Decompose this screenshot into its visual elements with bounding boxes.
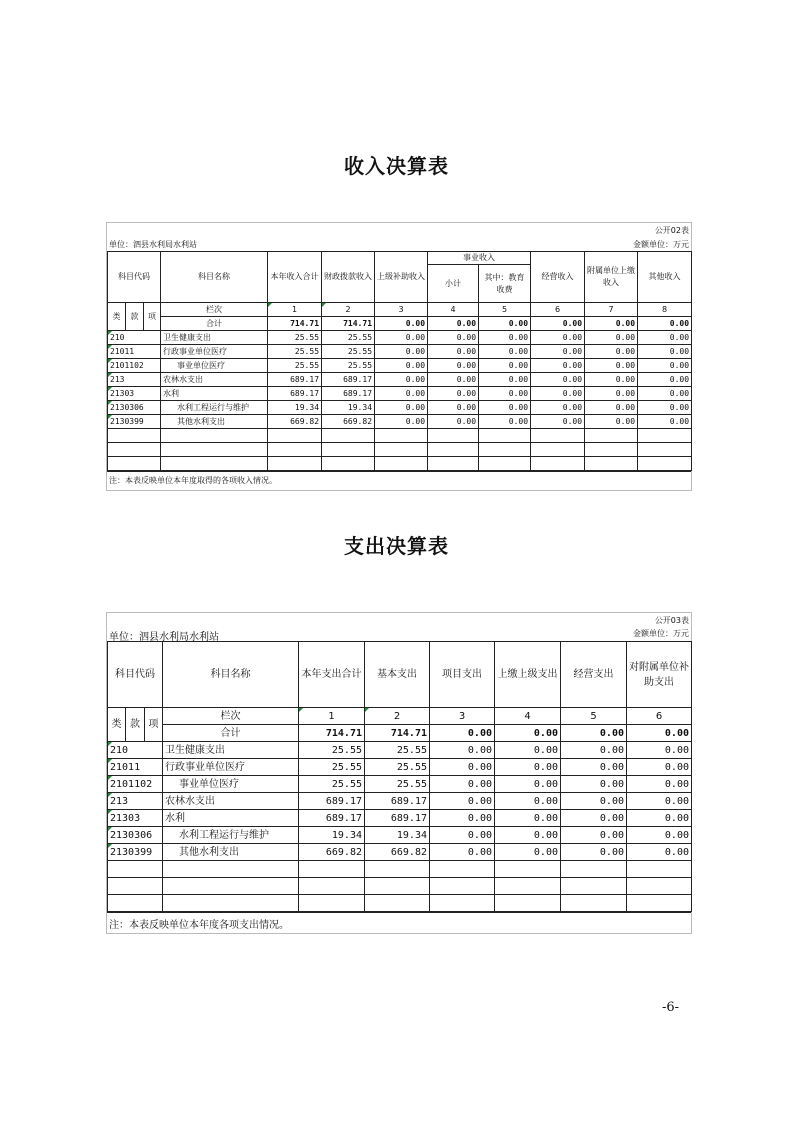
row-value: 0.00 xyxy=(479,331,531,345)
income-h-name: 科目名称 xyxy=(161,252,268,303)
table-row xyxy=(108,401,692,415)
row-code: 213 xyxy=(108,373,161,387)
row-value: 0.00 xyxy=(479,359,531,373)
income-table xyxy=(107,251,692,471)
expense-note: 注：本表反映单位本年度各项支出情况。 xyxy=(107,912,691,933)
expense-h-xiang: 项 xyxy=(145,708,163,742)
row-name: 事业单位医疗 xyxy=(163,776,299,793)
income-form-no: 公开02表 xyxy=(654,226,689,235)
row-name: 卫生健康支出 xyxy=(163,742,299,759)
row-value: 25.55 xyxy=(365,742,430,759)
table-row xyxy=(108,742,692,759)
row-value: 0.00 xyxy=(638,387,692,401)
expense-h-code: 科目代码 xyxy=(108,642,163,708)
row-value: 0.00 xyxy=(375,401,428,415)
income-total-cell: 714.71 xyxy=(322,317,375,331)
income-total-cell: 0.00 xyxy=(428,317,479,331)
expense-colno: 1 xyxy=(299,708,365,725)
row-value: 25.55 xyxy=(299,742,365,759)
income-total-cell: 0.00 xyxy=(375,317,428,331)
row-name: 农林水支出 xyxy=(163,793,299,810)
income-total-cell: 714.71 xyxy=(268,317,322,331)
income-colno: 6 xyxy=(531,303,585,317)
row-value: 0.00 xyxy=(638,359,692,373)
table-row xyxy=(108,810,692,827)
row-code: 21303 xyxy=(108,387,161,401)
row-value: 0.00 xyxy=(430,759,495,776)
page-number: -6- xyxy=(662,1000,680,1015)
income-h-business: 经营收入 xyxy=(531,252,585,303)
expense-h-name: 科目名称 xyxy=(163,642,299,708)
expense-empty-row xyxy=(108,861,692,878)
row-name: 卫生健康支出 xyxy=(161,331,268,345)
row-value: 0.00 xyxy=(495,759,561,776)
income-empty-row xyxy=(108,429,692,443)
row-value: 0.00 xyxy=(375,331,428,345)
expense-title: 支出决算表 xyxy=(344,534,449,558)
row-value: 19.34 xyxy=(365,827,430,844)
row-value: 0.00 xyxy=(495,776,561,793)
row-value: 0.00 xyxy=(627,742,692,759)
expense-total-cell: 0.00 xyxy=(561,725,627,742)
income-h-code: 科目代码 xyxy=(108,252,161,303)
row-code: 2101102 xyxy=(108,776,163,793)
row-value: 25.55 xyxy=(365,759,430,776)
table-row xyxy=(108,844,692,861)
row-value: 0.00 xyxy=(430,776,495,793)
table-row xyxy=(108,345,692,359)
income-sheet xyxy=(106,222,692,491)
row-value: 689.17 xyxy=(322,387,375,401)
table-row xyxy=(108,359,692,373)
row-value: 19.34 xyxy=(322,401,375,415)
row-value: 0.00 xyxy=(428,401,479,415)
row-value: 689.17 xyxy=(365,793,430,810)
row-value: 0.00 xyxy=(430,844,495,861)
row-value: 0.00 xyxy=(627,827,692,844)
expense-total-label: 合计 xyxy=(163,725,299,742)
expense-colno: 4 xyxy=(495,708,561,725)
row-value: 25.55 xyxy=(322,359,375,373)
income-h-kuan: 款 xyxy=(126,303,144,331)
row-value: 689.17 xyxy=(268,373,322,387)
income-colno: 3 xyxy=(375,303,428,317)
row-value: 0.00 xyxy=(375,387,428,401)
row-value: 0.00 xyxy=(561,810,627,827)
row-value: 25.55 xyxy=(268,359,322,373)
row-value: 0.00 xyxy=(531,331,585,345)
row-value: 0.00 xyxy=(638,401,692,415)
row-name: 水利工程运行与维护 xyxy=(161,401,268,415)
income-h-lei: 类 xyxy=(108,303,126,331)
row-value: 25.55 xyxy=(322,345,375,359)
row-value: 0.00 xyxy=(531,345,585,359)
row-value: 0.00 xyxy=(495,742,561,759)
expense-h-kuan: 款 xyxy=(126,708,145,742)
income-h-affiliate: 附属单位上缴收入 xyxy=(585,252,638,303)
row-value: 689.17 xyxy=(299,810,365,827)
row-value: 19.34 xyxy=(268,401,322,415)
income-total-cell: 0.00 xyxy=(638,317,692,331)
row-value: 0.00 xyxy=(585,345,638,359)
row-value: 0.00 xyxy=(479,401,531,415)
row-code: 2130306 xyxy=(108,827,163,844)
row-value: 0.00 xyxy=(375,373,428,387)
expense-h-affiliate: 对附属单位补助支出 xyxy=(627,642,692,708)
income-h-subtotal: 小计 xyxy=(428,265,479,303)
row-value: 0.00 xyxy=(627,810,692,827)
row-value: 0.00 xyxy=(375,415,428,429)
income-money-unit: 金额单位：万元 xyxy=(633,240,689,249)
row-value: 689.17 xyxy=(322,373,375,387)
income-colno: 4 xyxy=(428,303,479,317)
expense-sheet xyxy=(106,612,692,934)
income-colno: 5 xyxy=(479,303,531,317)
row-value: 0.00 xyxy=(495,827,561,844)
income-unit: 单位：泗县水利局水利站 xyxy=(109,240,197,249)
row-value: 0.00 xyxy=(479,373,531,387)
income-h-total: 本年收入合计 xyxy=(268,252,322,303)
row-name: 行政事业单位医疗 xyxy=(163,759,299,776)
row-value: 0.00 xyxy=(627,793,692,810)
row-value: 0.00 xyxy=(479,415,531,429)
income-total-cell: 0.00 xyxy=(585,317,638,331)
table-row xyxy=(108,827,692,844)
income-empty-row xyxy=(108,457,692,471)
expense-colno: 5 xyxy=(561,708,627,725)
expense-empty-row xyxy=(108,878,692,895)
row-value: 0.00 xyxy=(585,373,638,387)
row-value: 0.00 xyxy=(430,793,495,810)
income-colno: 2 xyxy=(322,303,375,317)
income-body xyxy=(108,331,692,429)
row-value: 0.00 xyxy=(627,759,692,776)
income-meta xyxy=(107,223,691,237)
row-value: 25.55 xyxy=(322,331,375,345)
income-h-xiang: 项 xyxy=(144,303,161,331)
row-name: 其他水利支出 xyxy=(161,415,268,429)
row-value: 0.00 xyxy=(638,331,692,345)
income-title: 收入决算表 xyxy=(344,154,449,178)
row-value: 0.00 xyxy=(627,844,692,861)
income-empty-row xyxy=(108,443,692,457)
income-h-edu: 其中：教育收费 xyxy=(479,265,531,303)
income-colno: 7 xyxy=(585,303,638,317)
row-value: 669.82 xyxy=(299,844,365,861)
row-code: 21011 xyxy=(108,345,161,359)
row-value: 669.82 xyxy=(365,844,430,861)
row-value: 0.00 xyxy=(585,415,638,429)
row-value: 0.00 xyxy=(375,345,428,359)
row-value: 0.00 xyxy=(428,345,479,359)
row-value: 0.00 xyxy=(495,793,561,810)
row-value: 0.00 xyxy=(428,415,479,429)
row-value: 0.00 xyxy=(428,359,479,373)
row-value: 0.00 xyxy=(531,359,585,373)
row-code: 2130399 xyxy=(108,415,161,429)
row-name: 水利 xyxy=(163,810,299,827)
income-note: 注：本表反映单位本年度取得的各项收入情况。 xyxy=(107,471,691,490)
expense-colno: 6 xyxy=(627,708,692,725)
table-row xyxy=(108,776,692,793)
table-row xyxy=(108,387,692,401)
row-value: 25.55 xyxy=(299,776,365,793)
expense-body xyxy=(108,742,692,861)
income-total-cell: 0.00 xyxy=(479,317,531,331)
row-name: 农林水支出 xyxy=(161,373,268,387)
row-value: 0.00 xyxy=(531,415,585,429)
row-value: 669.82 xyxy=(322,415,375,429)
row-value: 689.17 xyxy=(365,810,430,827)
expense-colno: 2 xyxy=(365,708,430,725)
row-value: 689.17 xyxy=(268,387,322,401)
row-code: 2101102 xyxy=(108,359,161,373)
expense-money-unit: 金额单位：万元 xyxy=(633,629,689,638)
expense-meta xyxy=(107,613,691,627)
row-value: 0.00 xyxy=(561,844,627,861)
table-row xyxy=(108,373,692,387)
income-total-cell: 0.00 xyxy=(531,317,585,331)
row-name: 水利工程运行与维护 xyxy=(163,827,299,844)
expense-h-total: 本年支出合计 xyxy=(299,642,365,708)
expense-h-business: 经营支出 xyxy=(561,642,627,708)
expense-table xyxy=(107,641,692,912)
income-h-career: 事业收入 xyxy=(428,252,531,265)
row-value: 0.00 xyxy=(638,373,692,387)
expense-total-cell: 0.00 xyxy=(430,725,495,742)
row-value: 0.00 xyxy=(531,401,585,415)
table-row xyxy=(108,415,692,429)
row-code: 2130399 xyxy=(108,844,163,861)
row-value: 19.34 xyxy=(299,827,365,844)
row-value: 0.00 xyxy=(531,387,585,401)
expense-total-cell: 714.71 xyxy=(365,725,430,742)
row-value: 0.00 xyxy=(428,373,479,387)
expense-h-basic: 基本支出 xyxy=(365,642,430,708)
row-value: 669.82 xyxy=(268,415,322,429)
expense-h-up: 上缴上级支出 xyxy=(495,642,561,708)
row-value: 0.00 xyxy=(375,359,428,373)
row-value: 0.00 xyxy=(638,415,692,429)
expense-total-cell: 714.71 xyxy=(299,725,365,742)
row-value: 0.00 xyxy=(495,844,561,861)
expense-unit: 单位：泗县水利局水利站 xyxy=(109,632,219,643)
income-h-other: 其他收入 xyxy=(638,252,692,303)
expense-h-lei: 类 xyxy=(108,708,126,742)
table-row xyxy=(108,331,692,345)
expense-total-cell: 0.00 xyxy=(627,725,692,742)
row-name: 水利 xyxy=(161,387,268,401)
row-value: 0.00 xyxy=(561,776,627,793)
row-code: 210 xyxy=(108,331,161,345)
row-value: 0.00 xyxy=(585,401,638,415)
income-h-superior: 上级补助收入 xyxy=(375,252,428,303)
row-value: 689.17 xyxy=(299,793,365,810)
row-value: 0.00 xyxy=(531,373,585,387)
row-value: 0.00 xyxy=(495,810,561,827)
row-code: 2130306 xyxy=(108,401,161,415)
row-value: 0.00 xyxy=(561,793,627,810)
row-code: 21303 xyxy=(108,810,163,827)
row-code: 21011 xyxy=(108,759,163,776)
row-name: 事业单位医疗 xyxy=(161,359,268,373)
row-value: 0.00 xyxy=(585,359,638,373)
income-unit-row xyxy=(107,237,691,251)
row-value: 25.55 xyxy=(268,331,322,345)
row-name: 行政事业单位医疗 xyxy=(161,345,268,359)
row-value: 0.00 xyxy=(479,345,531,359)
expense-empty-row xyxy=(108,895,692,912)
row-value: 0.00 xyxy=(561,742,627,759)
row-value: 25.55 xyxy=(268,345,322,359)
income-colno: 1 xyxy=(268,303,322,317)
table-row xyxy=(108,793,692,810)
expense-form-no: 公开03表 xyxy=(654,616,689,625)
row-name: 其他水利支出 xyxy=(163,844,299,861)
expense-unit-row xyxy=(107,627,691,641)
row-value: 0.00 xyxy=(585,387,638,401)
expense-total-cell: 0.00 xyxy=(495,725,561,742)
table-row xyxy=(108,759,692,776)
row-value: 0.00 xyxy=(430,742,495,759)
income-h-fiscal: 财政拨款收入 xyxy=(322,252,375,303)
row-value: 0.00 xyxy=(627,776,692,793)
row-code: 213 xyxy=(108,793,163,810)
row-value: 0.00 xyxy=(561,827,627,844)
row-value: 0.00 xyxy=(638,345,692,359)
row-code: 210 xyxy=(108,742,163,759)
row-value: 0.00 xyxy=(428,331,479,345)
expense-colno: 3 xyxy=(430,708,495,725)
row-value: 0.00 xyxy=(585,331,638,345)
row-value: 0.00 xyxy=(561,759,627,776)
income-colno: 8 xyxy=(638,303,692,317)
income-h-lanci: 栏次 xyxy=(161,303,268,317)
expense-h-project: 项目支出 xyxy=(430,642,495,708)
income-total-label: 合计 xyxy=(161,317,268,331)
row-value: 0.00 xyxy=(430,827,495,844)
row-value: 25.55 xyxy=(299,759,365,776)
row-value: 25.55 xyxy=(365,776,430,793)
row-value: 0.00 xyxy=(430,810,495,827)
expense-h-lanci: 栏次 xyxy=(163,708,299,725)
row-value: 0.00 xyxy=(428,387,479,401)
row-value: 0.00 xyxy=(479,387,531,401)
